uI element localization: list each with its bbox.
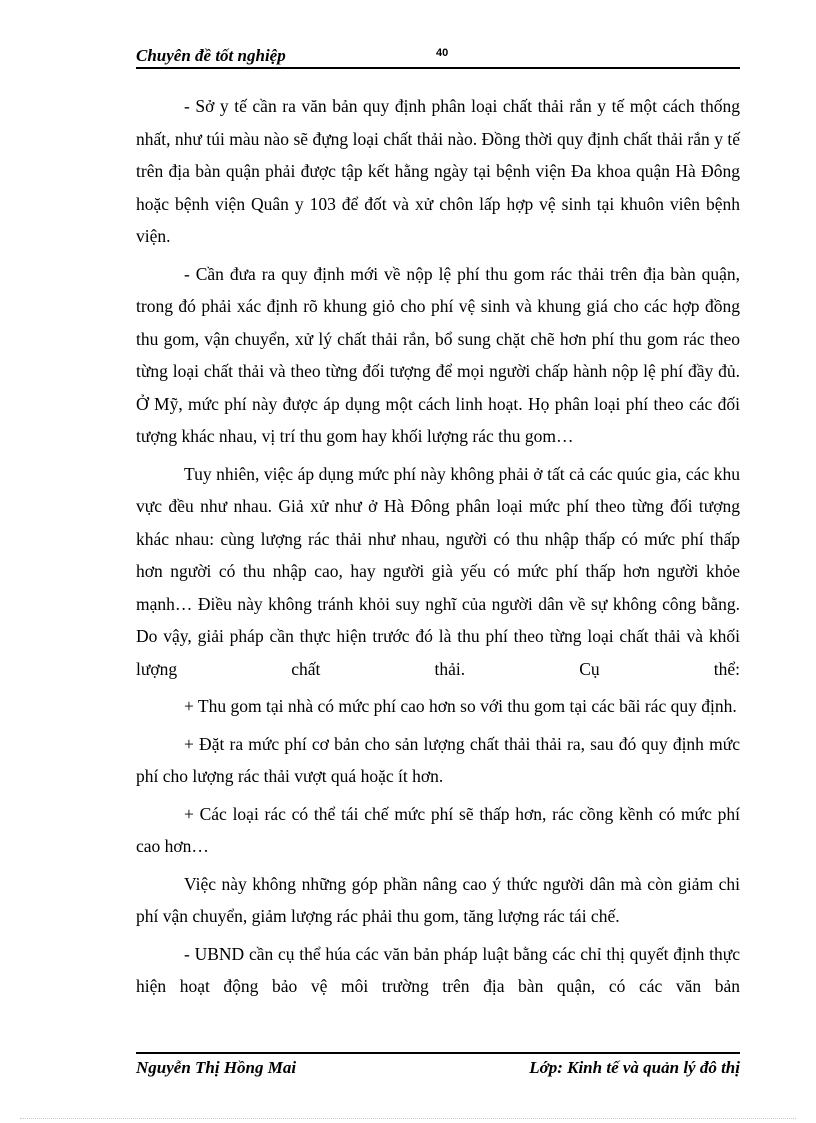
- page-number: 40: [436, 47, 449, 59]
- paragraph-ubnd: - UBND cần cụ thể húa các văn bản pháp luật bằng các chỉ thị quyết định thực hiện hoạt động bảo vệ môi trường trên địa bàn quận, có các văn bản: [136, 943, 740, 996]
- document-body: [136, 90, 740, 1003]
- list-item-recyclable-fee: + Các loại rác có thể tái chế mức phí sẽ thấp hơn, rác cồng kềnh có mức phí cao hơn…: [136, 803, 740, 856]
- header-divider: [136, 67, 740, 69]
- page-footer: [136, 1056, 740, 1082]
- footer-author: Nguyễn Thị Hồng Mai: [136, 1058, 297, 1077]
- paragraph-waste-fees: - Cần đưa ra quy định mới về nộp lệ phí thu gom rác thải trên địa bàn quận, trong đó phải xác định rõ khung giỏ cho phí vệ sinh và khung giá cho các hợp đồng thu gom, vận chuyển, xử lý chất thải rắn, bổ sung chặt chẽ hơn phí thu gom rác theo từng loại chất thải và theo từng đối tượng để mọi người chấp hành nộp lệ phí đầy đủ. Ở Mỹ, mức phí này được áp dụng một cách linh hoạt. Họ phân loại phí theo các đối tượng khác nhau, vị trí thu gom hay khối lượng rác thu gom…: [136, 263, 740, 446]
- footer-class: Lớp: Kinh tế và quản lý đô thị: [529, 1058, 740, 1077]
- list-item-base-fee: + Đặt ra mức phí cơ bản cho sản lượng chất thải thải ra, sau đó quy định mức phí cho lượng rác thải vượt quá hoặc ít hơn.: [136, 733, 740, 786]
- header-title: Chuyên đề tốt nghiệp: [136, 46, 286, 65]
- paragraph-medical-waste: - Sở y tế cần ra văn bản quy định phân loại chất thải rắn y tế một cách thống nhất, như túi màu nào sẽ đựng loại chất thải nào. Đồng thời quy định chất thải rắn y tế trên địa bàn quận phải được tập kết hằng ngày tại bệnh viện Đa khoa quận Hà Đông hoặc bệnh viện Quân y 103 để đốt và xử chôn lấp hợp vệ sinh tại khuôn viên bệnh viện.: [136, 96, 740, 246]
- paragraph-fee-application: Tuy nhiên, việc áp dụng mức phí này không phải ở tất cả các quúc gia, các khu vực đều như nhau. Giả xử như ở Hà Đông phân loại mức phí theo từng đối tượng khác nhau: cùng lượng rác thải như nhau, người có thu nhập thấp có mức phí thấp hơn người có thu nhập cao, hay người già yếu có mức phí thấp hơn người khỏe mạnh… Điều này không tránh khỏi suy nghĩ của người dân về sự không công bằng. Do vậy, giải pháp cần thực hiện trước đó là thu phí theo từng loại chất thải và khối lượng chất thải. Cụ thể:: [136, 463, 740, 679]
- paragraph-benefits: Việc này không những góp phần nâng cao ý thức người dân mà còn giảm chi phí vận chuyển, giảm lượng rác phải thu gom, tăng lượng rác tái chế.: [136, 873, 740, 926]
- list-item-home-collection: + Thu gom tại nhà có mức phí cao hơn so với thu gom tại các bãi rác quy định.: [184, 696, 737, 716]
- footer-divider: [136, 1052, 740, 1054]
- page-bottom-border: [20, 1118, 796, 1119]
